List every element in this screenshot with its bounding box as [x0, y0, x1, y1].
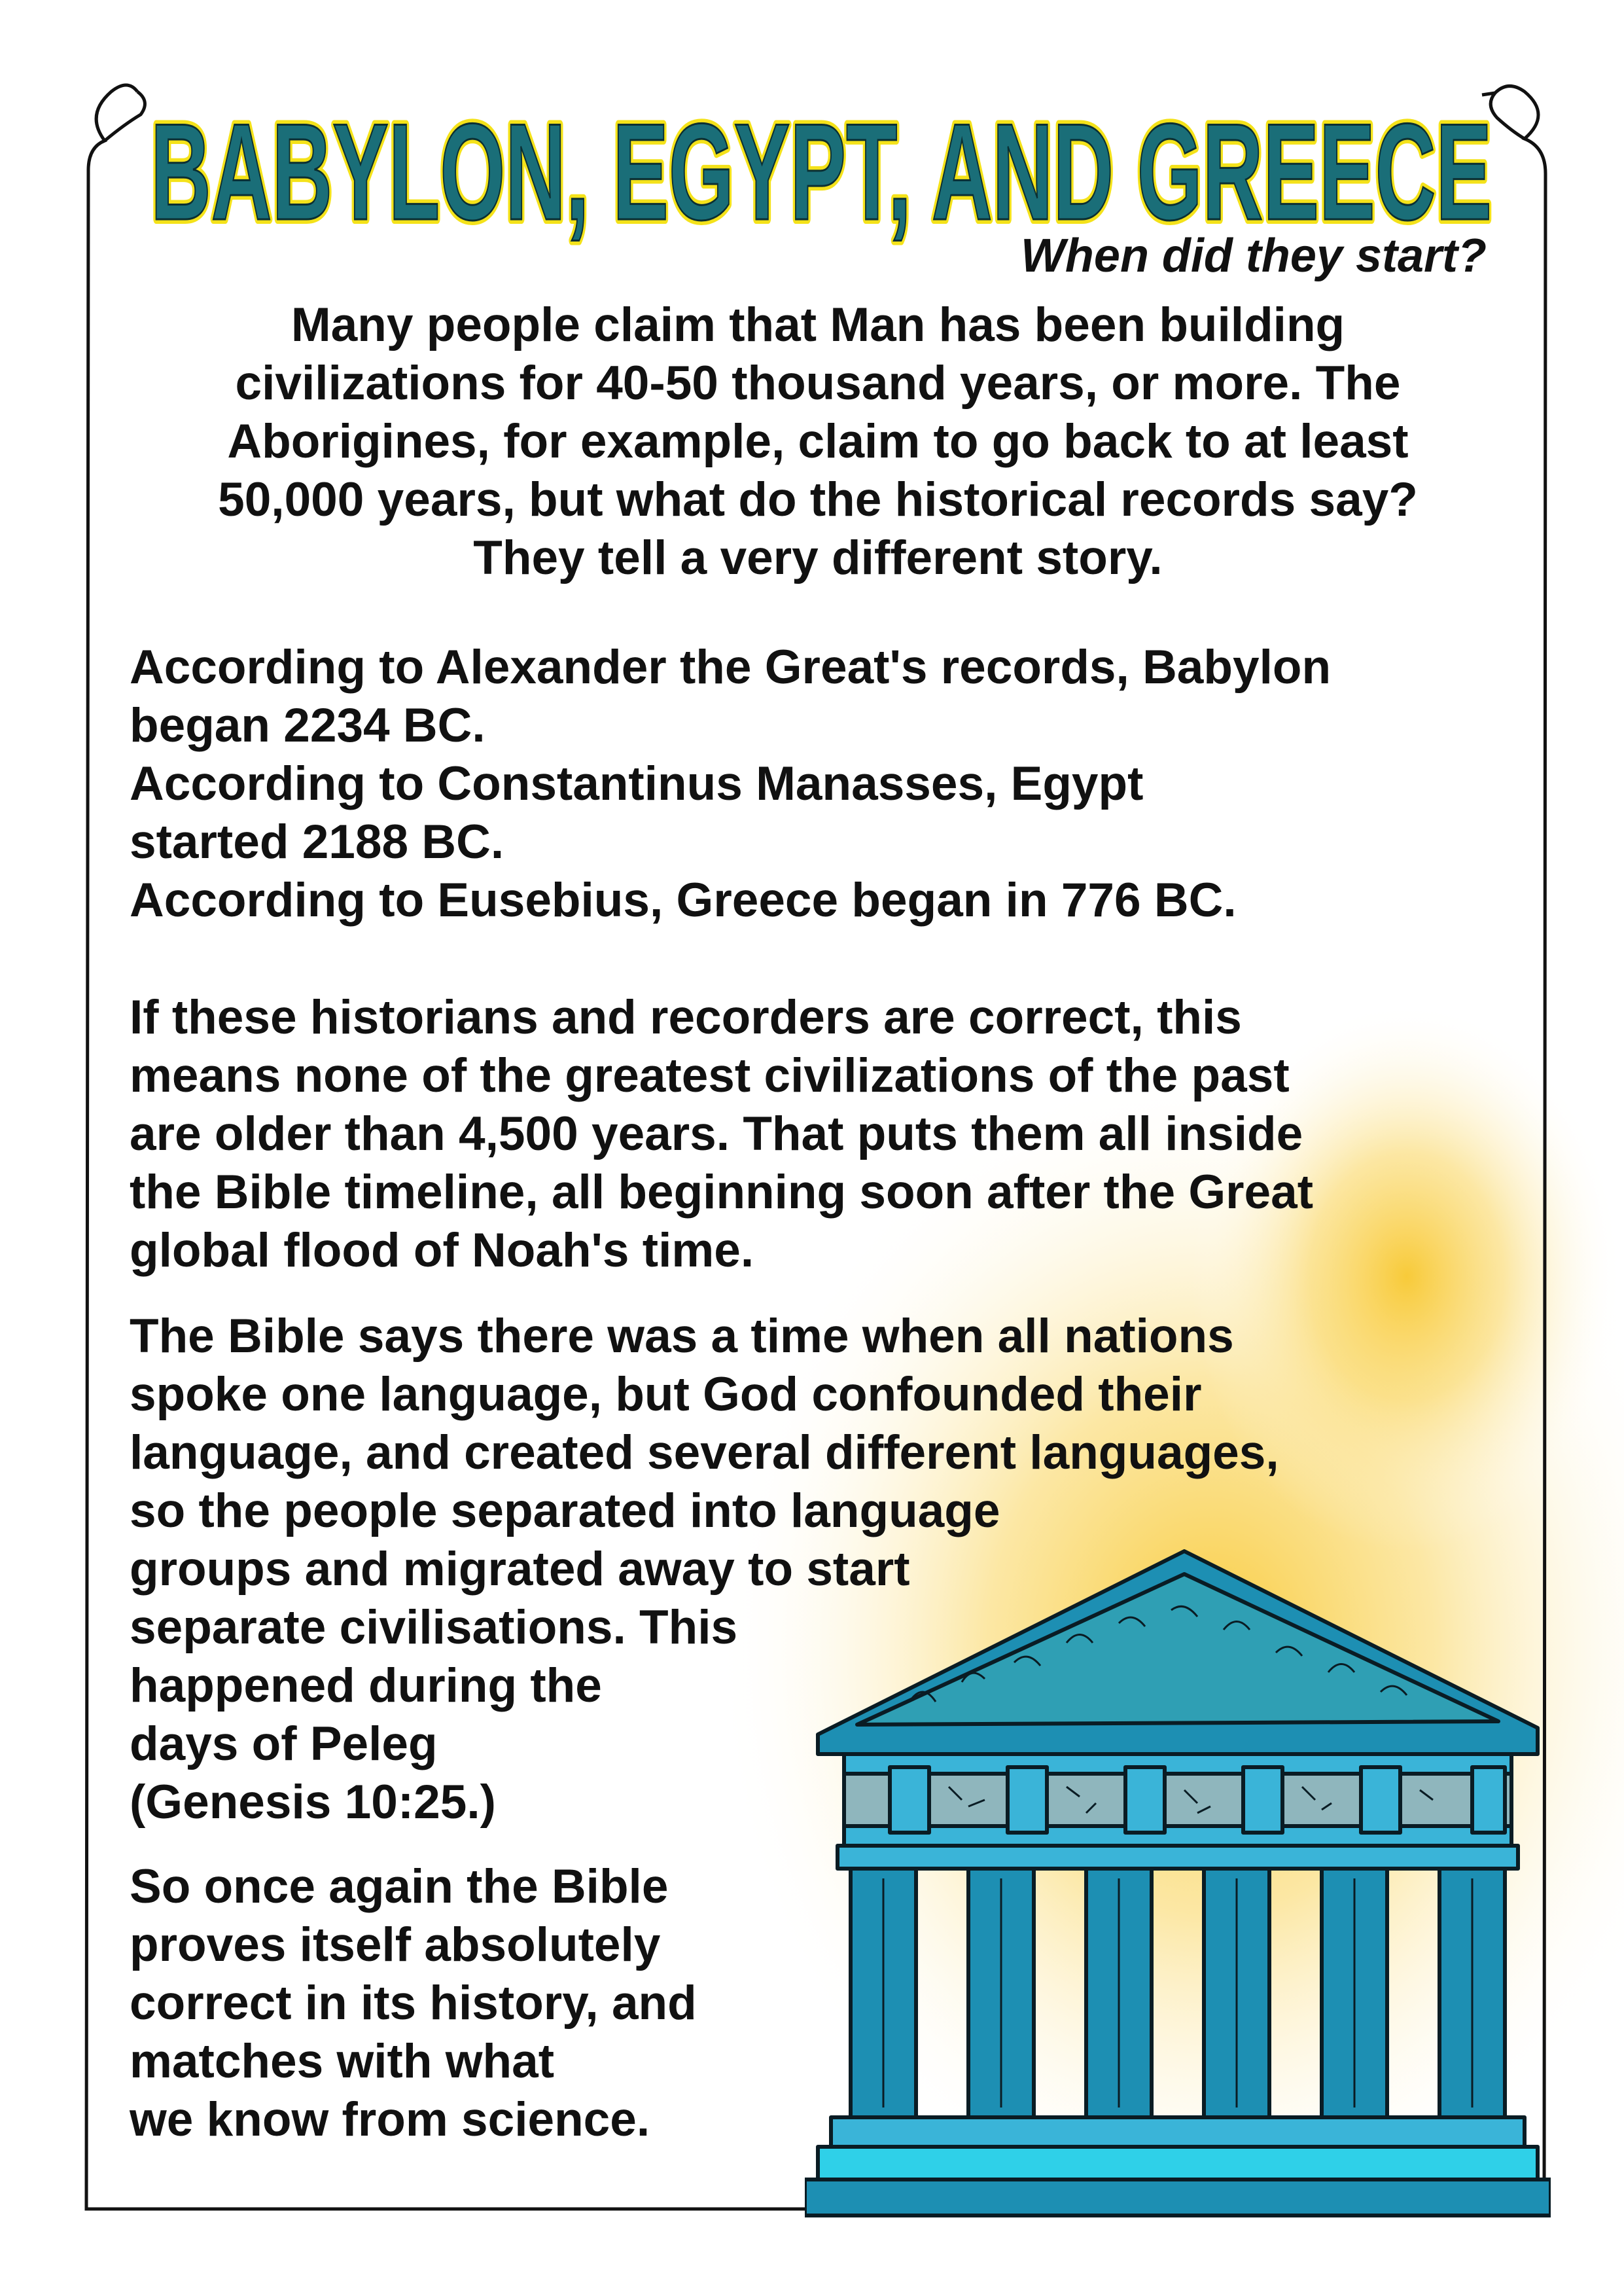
records-line: According to Eusebius, Greece began in 776 BC. — [130, 874, 1237, 927]
conclusion-line: So once again the Bible — [130, 1860, 669, 1913]
conclusion-line: proves itself absolutely — [130, 1918, 661, 1971]
language-line: separate civilisations. This — [130, 1601, 738, 1654]
intro-line: Many people claim that Man has been building — [291, 298, 1345, 351]
language-line: The Bible says there was a time when all nations — [130, 1310, 1234, 1363]
language-line: groups and migrated away to start — [130, 1543, 910, 1596]
language-line: so the people separated into language — [130, 1484, 1000, 1537]
subtitle: When did they start? — [1020, 230, 1487, 282]
language-line: language, and created several different languages, — [130, 1426, 1279, 1479]
intro-paragraph — [144, 296, 1492, 587]
intro-line: Aborigines, for example, claim to go back to at least — [227, 415, 1409, 468]
historians-line: If these historians and recorders are correct, this — [130, 991, 1242, 1044]
title-text: BABYLON, EGYPT, AND GREECE — [150, 95, 1492, 249]
language-line: happened during the — [130, 1659, 602, 1712]
historians-line: are older than 4,500 years. That puts them all inside — [130, 1107, 1303, 1160]
records-line: started 2188 BC. — [130, 816, 504, 869]
records-line: According to Constantinus Manasses, Egypt — [130, 757, 1144, 810]
conclusion-line: we know from science. — [130, 2093, 650, 2146]
intro-line: civilizations for 40-50 thousand years, or more. The — [235, 357, 1401, 410]
language-line: (Genesis 10:25.) — [130, 1776, 496, 1829]
intro-line: They tell a very different story. — [473, 531, 1163, 584]
page-title — [137, 85, 1505, 249]
historians-line: the Bible timeline, all beginning soon after the Great — [130, 1166, 1314, 1219]
conclusion-line: correct in its history, and — [130, 1977, 697, 2030]
title-shadow-text: BABYLON, EGYPT, AND GREECE — [150, 95, 1492, 249]
historians-line: global flood of Noah's time. — [130, 1224, 754, 1277]
historians-line: means none of the greatest civilizations of the past — [130, 1049, 1290, 1102]
conclusion-line: matches with what — [130, 2035, 555, 2088]
language-line: days of Peleg — [130, 1717, 438, 1770]
records-line: began 2234 BC. — [130, 699, 485, 752]
greek-temple-icon — [805, 1538, 1551, 2219]
records-line: According to Alexander the Great's records, Babylon — [130, 641, 1332, 694]
language-line: spoke one language, but God confounded their — [130, 1368, 1202, 1421]
intro-line: 50,000 years, but what do the historical records say? — [218, 473, 1418, 526]
